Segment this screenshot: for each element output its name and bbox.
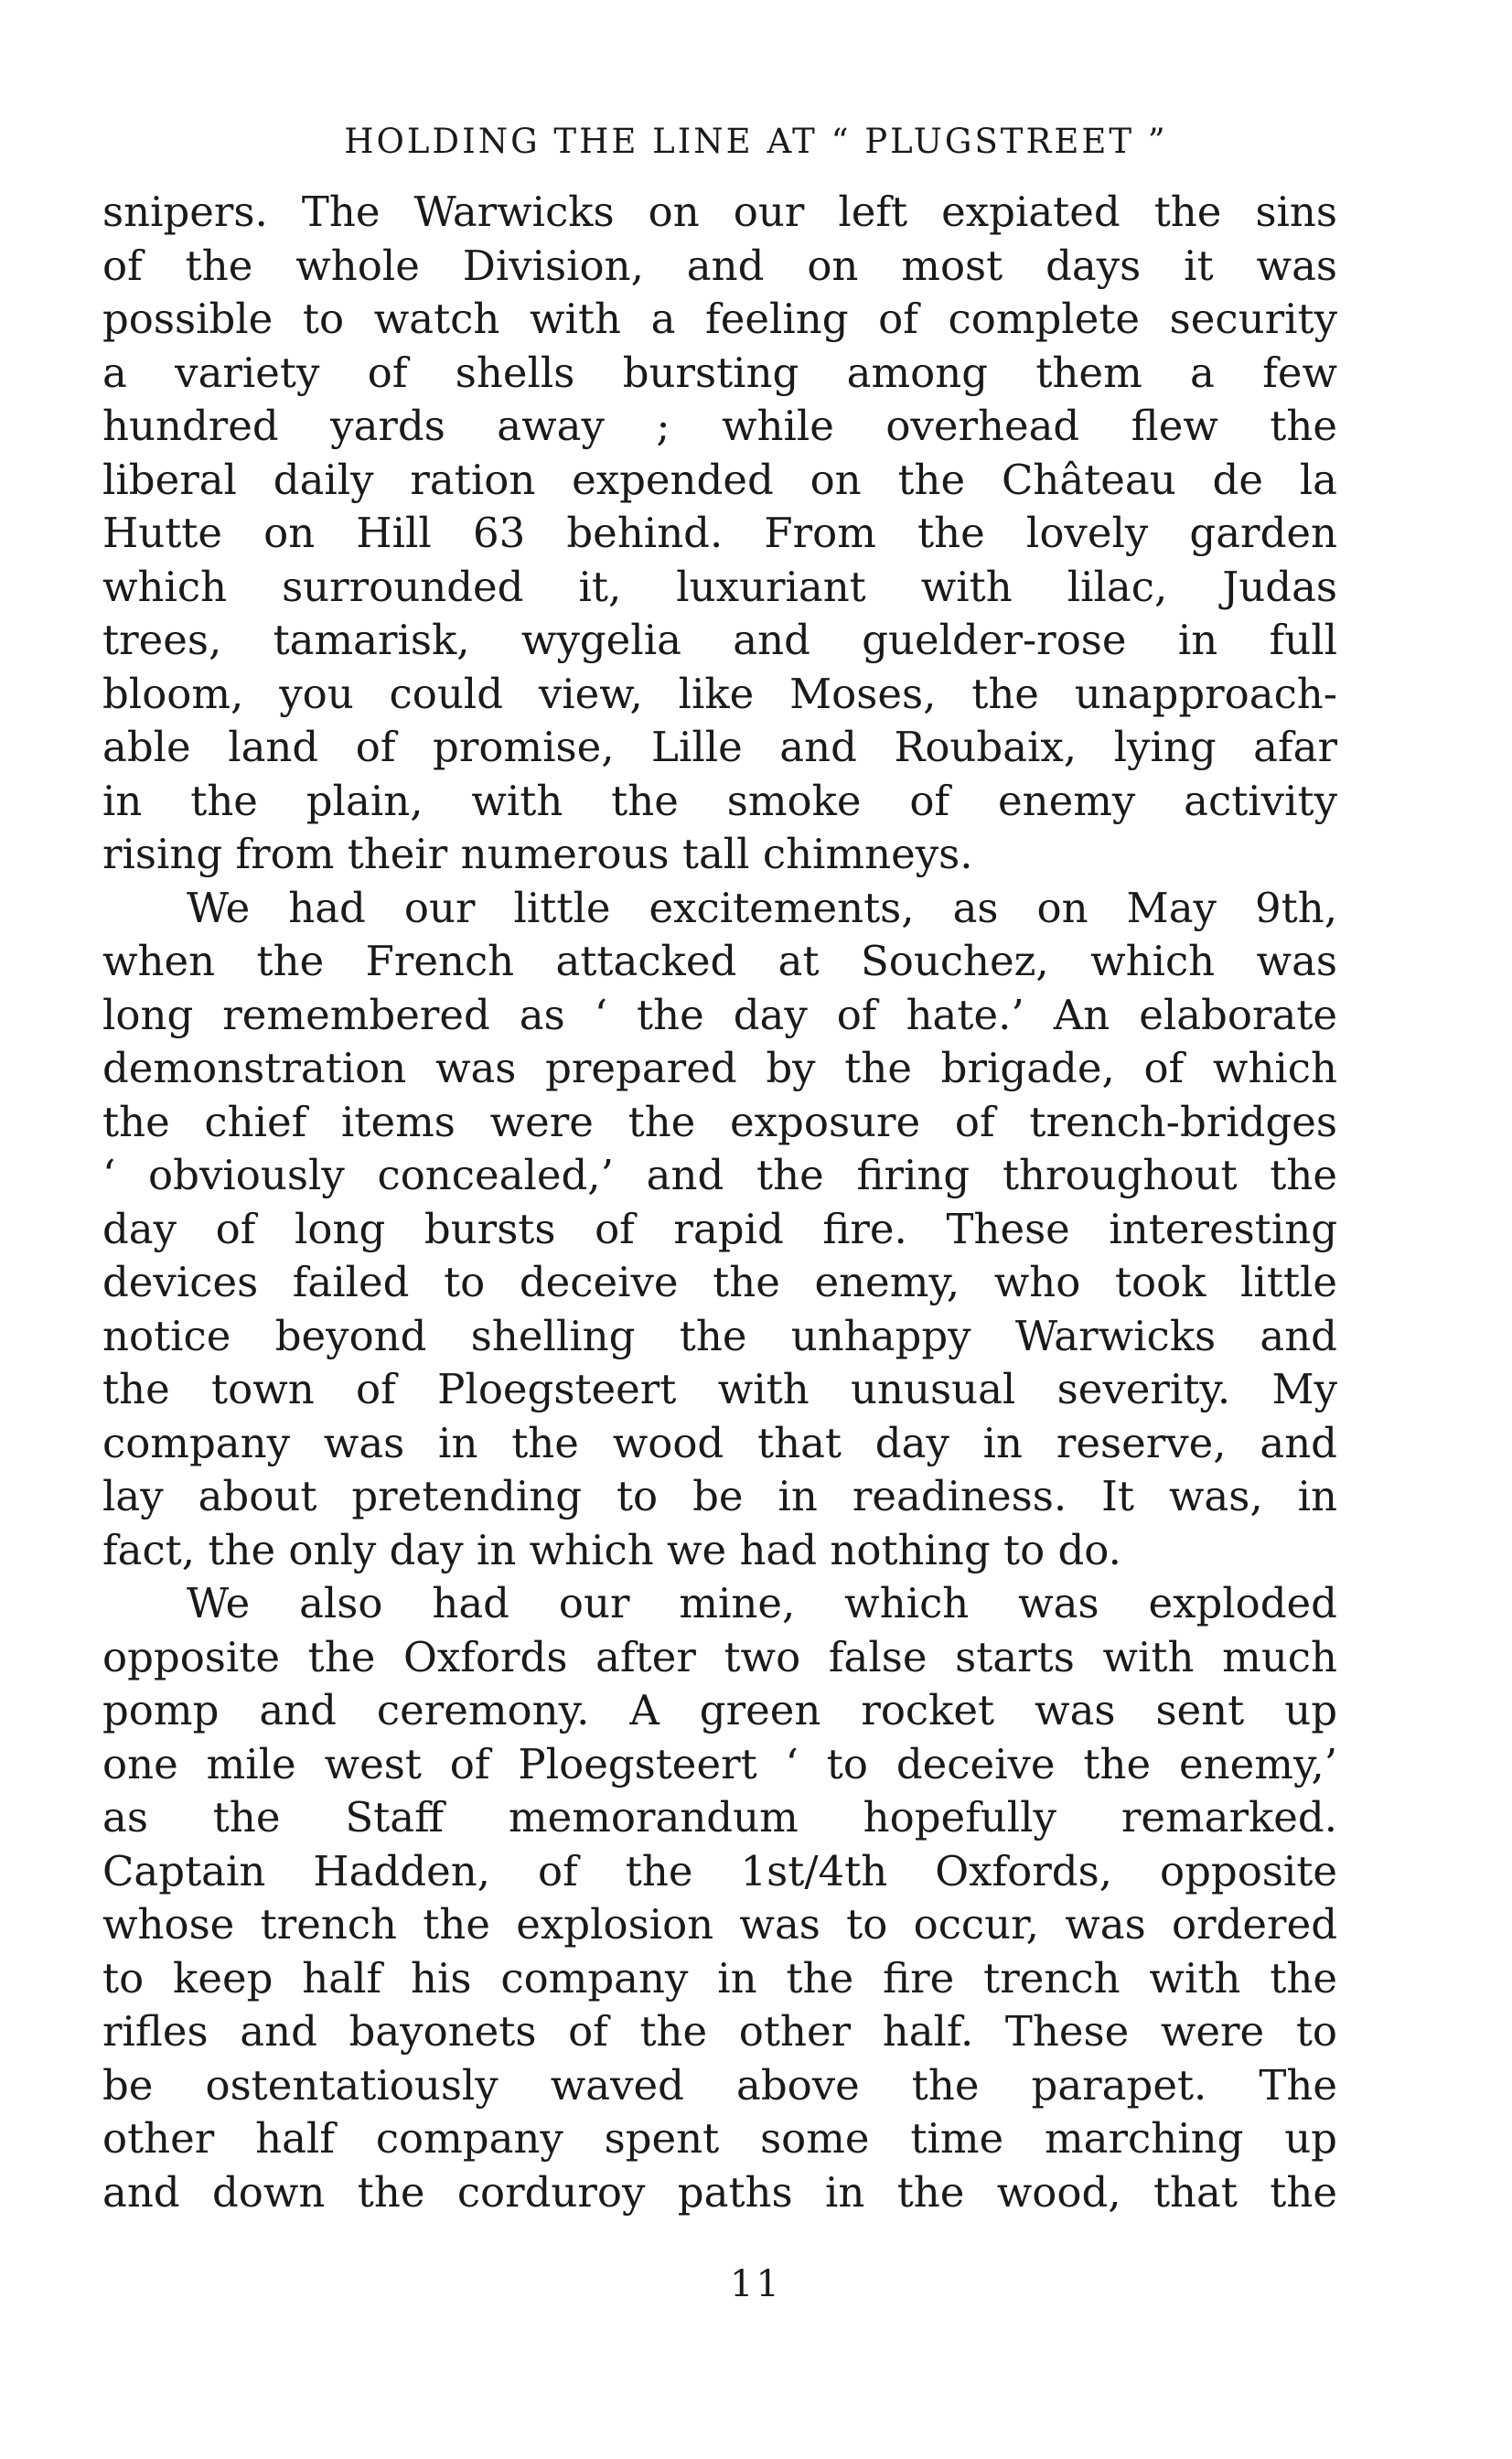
text-line: a variety of shells bursting among them a few [102,348,1337,397]
text-line: bloom, you could view, like Moses, the unapproach- [102,669,1337,718]
text-line: in the plain, with the smoke of enemy activity [102,776,1337,825]
text-line: long remembered as ‘ the day of hate.’ An elaborate [102,990,1337,1039]
text-line: of the whole Division, and on most days it was [102,241,1337,290]
text-line: trees, tamarisk, wygelia and guelder-rose in full [102,616,1337,664]
text-line: pomp and ceremony. A green rocket was sent up [102,1686,1337,1734]
text-line: to keep half his company in the fire trench with the [102,1953,1337,2003]
text-line: lay about pretending to be in readiness. It was, in [102,1472,1337,1520]
text-line: other half company spent some time marching up [102,2114,1337,2163]
text-line: when the French attacked at Souchez, which was [102,937,1337,985]
text-line: company was in the wood that day in reserve, and [102,1418,1337,1467]
text-line: ‘ obviously concealed,’ and the firing throughout the [102,1151,1337,1199]
text-line: be ostentatiously waved above the parapet. The [102,2060,1337,2110]
text-line: opposite the Oxfords after two false starts with much [102,1632,1337,1681]
text-line: possible to watch with a feeling of complete security [102,295,1337,343]
text-line: and down the corduroy paths in the wood, that the [102,2167,1337,2217]
text-line: liberal daily ration expended on the Château de la [102,455,1337,504]
text-line: as the Staff memorandum hopefully remarked. [102,1793,1337,1842]
text-line: snipers. The Warwicks on our left expiated the sins [102,188,1337,236]
text-line: devices failed to deceive the enemy, who took little [102,1258,1337,1306]
text-line: rifles and bayonets of the other half. These were to [102,2007,1337,2056]
running-head: HOLDING THE LINE AT “ PLUGSTREET ” [344,122,1168,161]
paragraph-end-line: rising from their numerous tall chimneys. [102,830,973,878]
paragraph-start-line: We had our little excitements, as on May 9th, [187,883,1337,932]
text-line: the town of Ploegsteert with unusual severity. My [102,1365,1337,1413]
text-line: one mile west of Ploegsteert ‘ to deceive the enemy,’ [102,1739,1337,1788]
paragraph-start-line: We also had our mine, which was exploded [187,1579,1337,1627]
page-number: 11 [730,2263,782,2305]
text-line: notice beyond shelling the unhappy Warwicks and [102,1311,1337,1360]
text-line: Hutte on Hill 63 behind. From the lovely garden [102,509,1337,557]
body-text [102,186,1337,2219]
text-line: Captain Hadden, of the 1st/4th Oxfords, opposite [102,1846,1337,1895]
text-line: hundred yards away ; while overhead flew the [102,402,1337,450]
text-line: the chief items were the exposure of trench-bridges [102,1097,1337,1146]
paragraph-end-line: fact, the only day in which we had nothing to do. [102,1525,1121,1574]
text-line: which surrounded it, luxuriant with lilac, Judas [102,562,1337,611]
text-line: able land of promise, Lille and Roubaix, lying afar [102,723,1337,771]
text-line: day of long bursts of rapid fire. These interesting [102,1204,1337,1253]
text-line: demonstration was prepared by the brigade, of which [102,1044,1337,1092]
text-line: whose trench the explosion was to occur, was ordered [102,1900,1337,1949]
